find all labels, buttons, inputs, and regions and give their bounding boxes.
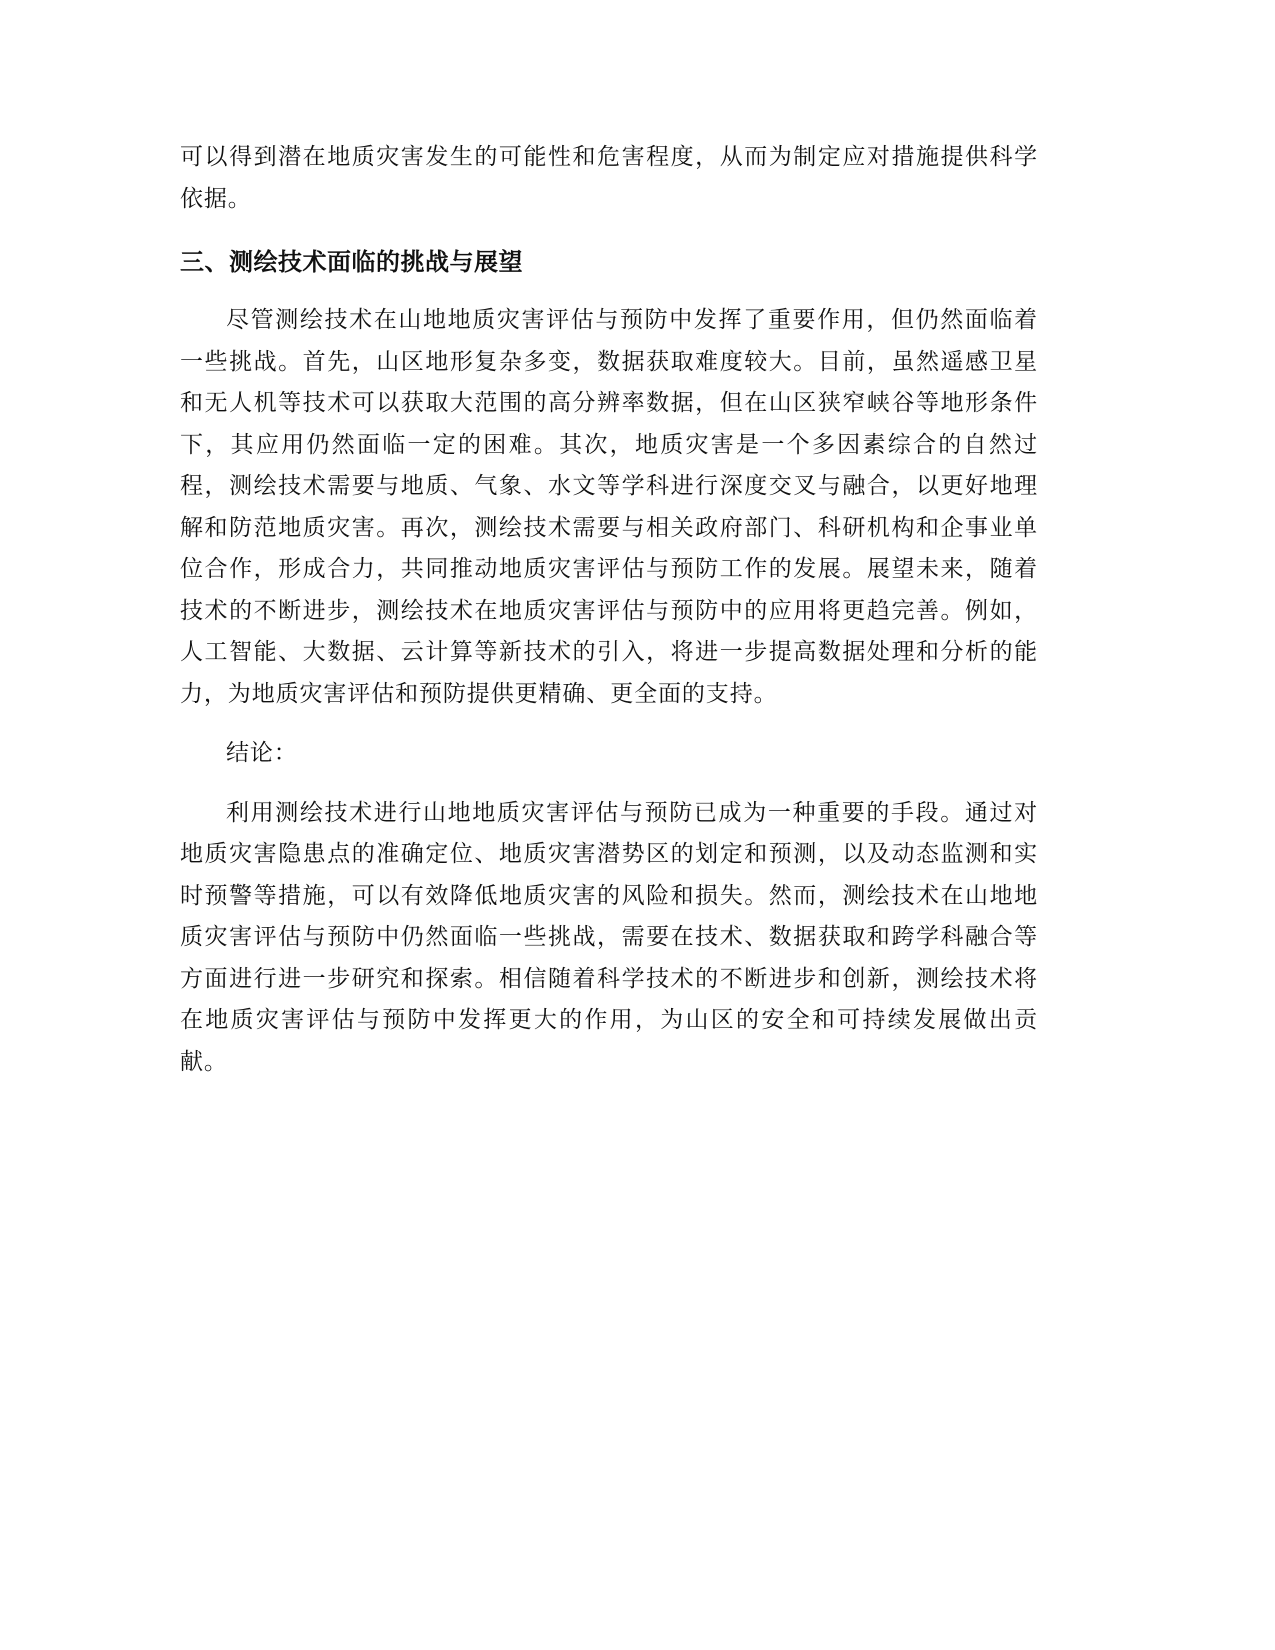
section-paragraph: 尽管测绘技术在山地地质灾害评估与预防中发挥了重要作用，但仍然面临着一些挑战。首先，山区地形复杂多变，数据获取难度较大。目前，虽然遥感卫星和无人机等技术可以获取大范围的高分辨率数据，但在山区狭窄峡谷等地形条件下，其应用仍然面临一定的困难。其次，地质灾害是一个多因素综合的自然过程，测绘技术需要与地质、气象、水文等学科进行深度交叉与融合，以更好地理解和防范地质灾害。再次，测绘技术需要与相关政府部门、科研机构和企事业单位合作，形成合力，共同推动地质灾害评估与预防工作的发展。展望未来，随着技术的不断进步，测绘技术在地质灾害评估与预防中的应用将更趋完善。例如，人工智能、大数据、云计算等新技术的引入，将进一步提高数据处理和分析的能力，为地质灾害评估和预防提供更精确、更全面的支持。: [180, 307, 1038, 707]
conclusion-paragraph: 利用测绘技术进行山地地质灾害评估与预防已成为一种重要的手段。通过对地质灾害隐患点的准确定位、地质灾害潜势区的划定和预测，以及动态监测和实时预警等措施，可以有效降低地质灾害的风险和损失。然而，测绘技术在山地地质灾害评估与预防中仍然面临一些挑战，需要在技术、数据获取和跨学科融合等方面进行进一步研究和探索。相信随着科学技术的不断进步和创新，测绘技术将在地质灾害评估与预防中发挥更大的作用，为山区的安全和可持续发展做出贡献。: [180, 799, 1038, 1075]
document-page: [180, 137, 1038, 1101]
continuation-paragraph: 可以得到潜在地质灾害发生的可能性和危害程度，从而为制定应对措施提供科学依据。: [180, 144, 1038, 212]
conclusion-label: 结论：: [226, 740, 298, 766]
section-heading: 三、测绘技术面临的挑战与展望: [180, 248, 523, 276]
